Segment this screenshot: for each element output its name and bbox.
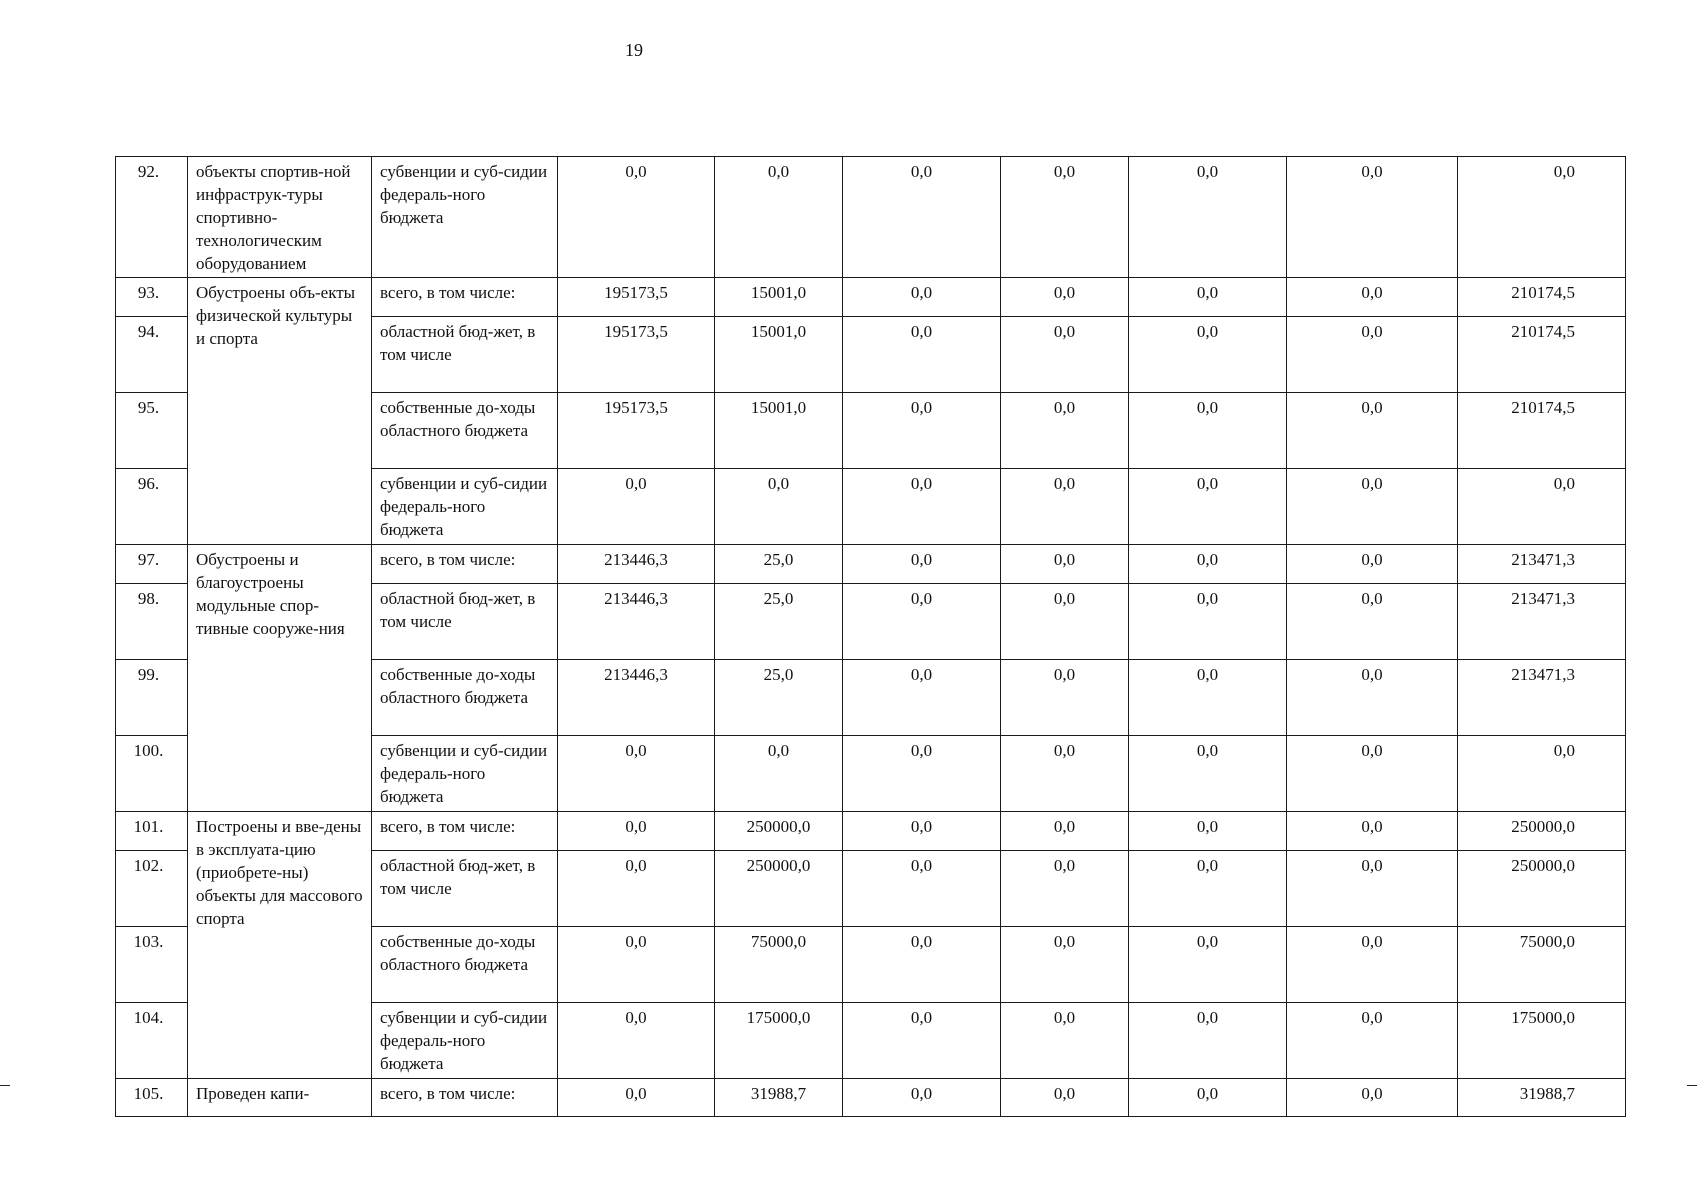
scan-mark-left: [0, 1085, 10, 1086]
row-number: 99.: [116, 660, 188, 736]
row-number: 100.: [116, 736, 188, 812]
year-value: 0,0: [558, 1079, 715, 1117]
funding-source: субвенции и суб-сидии федераль-ного бюджета: [372, 1003, 558, 1079]
year-value: 15001,0: [715, 393, 843, 469]
year-value: 0,0: [843, 736, 1001, 812]
funding-source: всего, в том числе:: [372, 545, 558, 584]
funding-source: субвенции и суб-сидии федераль-ного бюджета: [372, 157, 558, 278]
year-value: 0,0: [1129, 851, 1287, 927]
year-value: 0,0: [558, 736, 715, 812]
year-value: 0,0: [1001, 1003, 1129, 1079]
year-value: 25,0: [715, 584, 843, 660]
year-value: 213446,3: [558, 545, 715, 584]
year-value: 0,0: [558, 851, 715, 927]
year-value: 0,0: [1287, 927, 1458, 1003]
measure-name: объекты спортив-ной инфраструк-туры спортивно-технологическим оборудованием: [188, 157, 372, 278]
year-value: 25,0: [715, 660, 843, 736]
funding-source: собственные до-ходы областного бюджета: [372, 660, 558, 736]
funding-source: собственные до-ходы областного бюджета: [372, 393, 558, 469]
year-value: 15001,0: [715, 317, 843, 393]
year-value: 0,0: [1001, 927, 1129, 1003]
year-value: 0,0: [1129, 812, 1287, 851]
year-value: 195173,5: [558, 317, 715, 393]
year-value: 0,0: [1001, 545, 1129, 584]
year-value: 0,0: [715, 157, 843, 278]
year-value: 0,0: [1129, 927, 1287, 1003]
year-value: 0,0: [1001, 851, 1129, 927]
year-value: 0,0: [1287, 1079, 1458, 1117]
year-value: 0,0: [1129, 278, 1287, 317]
year-value: 15001,0: [715, 278, 843, 317]
table-row: [116, 812, 1626, 851]
year-value: 0,0: [1129, 1079, 1287, 1117]
total-value: 210174,5: [1458, 278, 1626, 317]
year-value: 0,0: [1001, 317, 1129, 393]
year-value: 0,0: [843, 545, 1001, 584]
total-value: 210174,5: [1458, 393, 1626, 469]
total-value: 213471,3: [1458, 545, 1626, 584]
year-value: 25,0: [715, 545, 843, 584]
year-value: 0,0: [558, 469, 715, 545]
year-value: 0,0: [1129, 660, 1287, 736]
year-value: 0,0: [1001, 1079, 1129, 1117]
total-value: 250000,0: [1458, 812, 1626, 851]
funding-source: областной бюд-жет, в том числе: [372, 317, 558, 393]
funding-source: областной бюд-жет, в том числе: [372, 851, 558, 927]
table-row: [116, 545, 1626, 584]
year-value: 0,0: [1129, 584, 1287, 660]
year-value: 0,0: [1001, 736, 1129, 812]
year-value: 250000,0: [715, 851, 843, 927]
year-value: 175000,0: [715, 1003, 843, 1079]
year-value: 195173,5: [558, 278, 715, 317]
year-value: 0,0: [843, 278, 1001, 317]
year-value: 0,0: [1129, 393, 1287, 469]
year-value: 0,0: [1287, 545, 1458, 584]
year-value: 0,0: [1287, 851, 1458, 927]
year-value: 0,0: [843, 584, 1001, 660]
year-value: 0,0: [1287, 278, 1458, 317]
page-number: 19: [625, 40, 643, 60]
year-value: 0,0: [558, 1003, 715, 1079]
funding-source: всего, в том числе:: [372, 1079, 558, 1117]
year-value: 213446,3: [558, 660, 715, 736]
year-value: 0,0: [843, 927, 1001, 1003]
year-value: 0,0: [1001, 157, 1129, 278]
row-number: 103.: [116, 927, 188, 1003]
year-value: 0,0: [1129, 736, 1287, 812]
row-number: 92.: [116, 157, 188, 278]
year-value: 0,0: [1001, 812, 1129, 851]
table-body: [116, 157, 1626, 1117]
year-value: 0,0: [843, 469, 1001, 545]
row-number: 102.: [116, 851, 188, 927]
year-value: 0,0: [843, 660, 1001, 736]
total-value: 213471,3: [1458, 584, 1626, 660]
year-value: 0,0: [1129, 317, 1287, 393]
total-value: 250000,0: [1458, 851, 1626, 927]
funding-source: всего, в том числе:: [372, 278, 558, 317]
year-value: 0,0: [1001, 660, 1129, 736]
total-value: 175000,0: [1458, 1003, 1626, 1079]
year-value: 0,0: [1129, 469, 1287, 545]
row-number: 93.: [116, 278, 188, 317]
year-value: 0,0: [843, 317, 1001, 393]
year-value: 75000,0: [715, 927, 843, 1003]
year-value: 0,0: [1287, 317, 1458, 393]
year-value: 0,0: [843, 812, 1001, 851]
year-value: 0,0: [1001, 278, 1129, 317]
row-number: 105.: [116, 1079, 188, 1117]
year-value: 0,0: [1001, 393, 1129, 469]
year-value: 250000,0: [715, 812, 843, 851]
row-number: 96.: [116, 469, 188, 545]
row-number: 104.: [116, 1003, 188, 1079]
measure-name: Проведен капи-: [188, 1079, 372, 1117]
total-value: 75000,0: [1458, 927, 1626, 1003]
year-value: 0,0: [1129, 545, 1287, 584]
year-value: 195173,5: [558, 393, 715, 469]
total-value: 0,0: [1458, 469, 1626, 545]
year-value: 0,0: [1287, 1003, 1458, 1079]
year-value: 0,0: [715, 736, 843, 812]
year-value: 0,0: [1287, 393, 1458, 469]
year-value: 0,0: [558, 157, 715, 278]
year-value: 0,0: [558, 927, 715, 1003]
funding-source: субвенции и суб-сидии федераль-ного бюджета: [372, 469, 558, 545]
funding-source: областной бюд-жет, в том числе: [372, 584, 558, 660]
total-value: 210174,5: [1458, 317, 1626, 393]
table-row: [116, 278, 1626, 317]
year-value: 0,0: [1129, 157, 1287, 278]
year-value: 0,0: [1287, 469, 1458, 545]
total-value: 0,0: [1458, 736, 1626, 812]
row-number: 95.: [116, 393, 188, 469]
row-number: 94.: [116, 317, 188, 393]
table-row: [116, 157, 1626, 278]
row-number: 101.: [116, 812, 188, 851]
funding-source: всего, в том числе:: [372, 812, 558, 851]
budget-table: [115, 156, 1626, 1117]
row-number: 97.: [116, 545, 188, 584]
year-value: 0,0: [843, 1003, 1001, 1079]
row-number: 98.: [116, 584, 188, 660]
year-value: 31988,7: [715, 1079, 843, 1117]
year-value: 213446,3: [558, 584, 715, 660]
year-value: 0,0: [558, 812, 715, 851]
total-value: 0,0: [1458, 157, 1626, 278]
year-value: 0,0: [715, 469, 843, 545]
year-value: 0,0: [1001, 584, 1129, 660]
measure-name: Обустроены и благоустроены модульные спор-тивные сооруже-ния: [188, 545, 372, 812]
year-value: 0,0: [1287, 584, 1458, 660]
year-value: 0,0: [1287, 660, 1458, 736]
year-value: 0,0: [843, 393, 1001, 469]
funding-source: субвенции и суб-сидии федераль-ного бюджета: [372, 736, 558, 812]
table-row: [116, 1079, 1626, 1117]
total-value: 213471,3: [1458, 660, 1626, 736]
scan-mark-right: [1687, 1085, 1697, 1086]
total-value: 31988,7: [1458, 1079, 1626, 1117]
year-value: 0,0: [1287, 736, 1458, 812]
measure-name: Обустроены объ-екты физической культуры и спорта: [188, 278, 372, 545]
year-value: 0,0: [843, 157, 1001, 278]
measure-name: Построены и вве-дены в эксплуата-цию (приобрете-ны) объекты для массового спорта: [188, 812, 372, 1079]
year-value: 0,0: [843, 1079, 1001, 1117]
year-value: 0,0: [1287, 812, 1458, 851]
year-value: 0,0: [1287, 157, 1458, 278]
funding-source: собственные до-ходы областного бюджета: [372, 927, 558, 1003]
year-value: 0,0: [1129, 1003, 1287, 1079]
year-value: 0,0: [843, 851, 1001, 927]
year-value: 0,0: [1001, 469, 1129, 545]
